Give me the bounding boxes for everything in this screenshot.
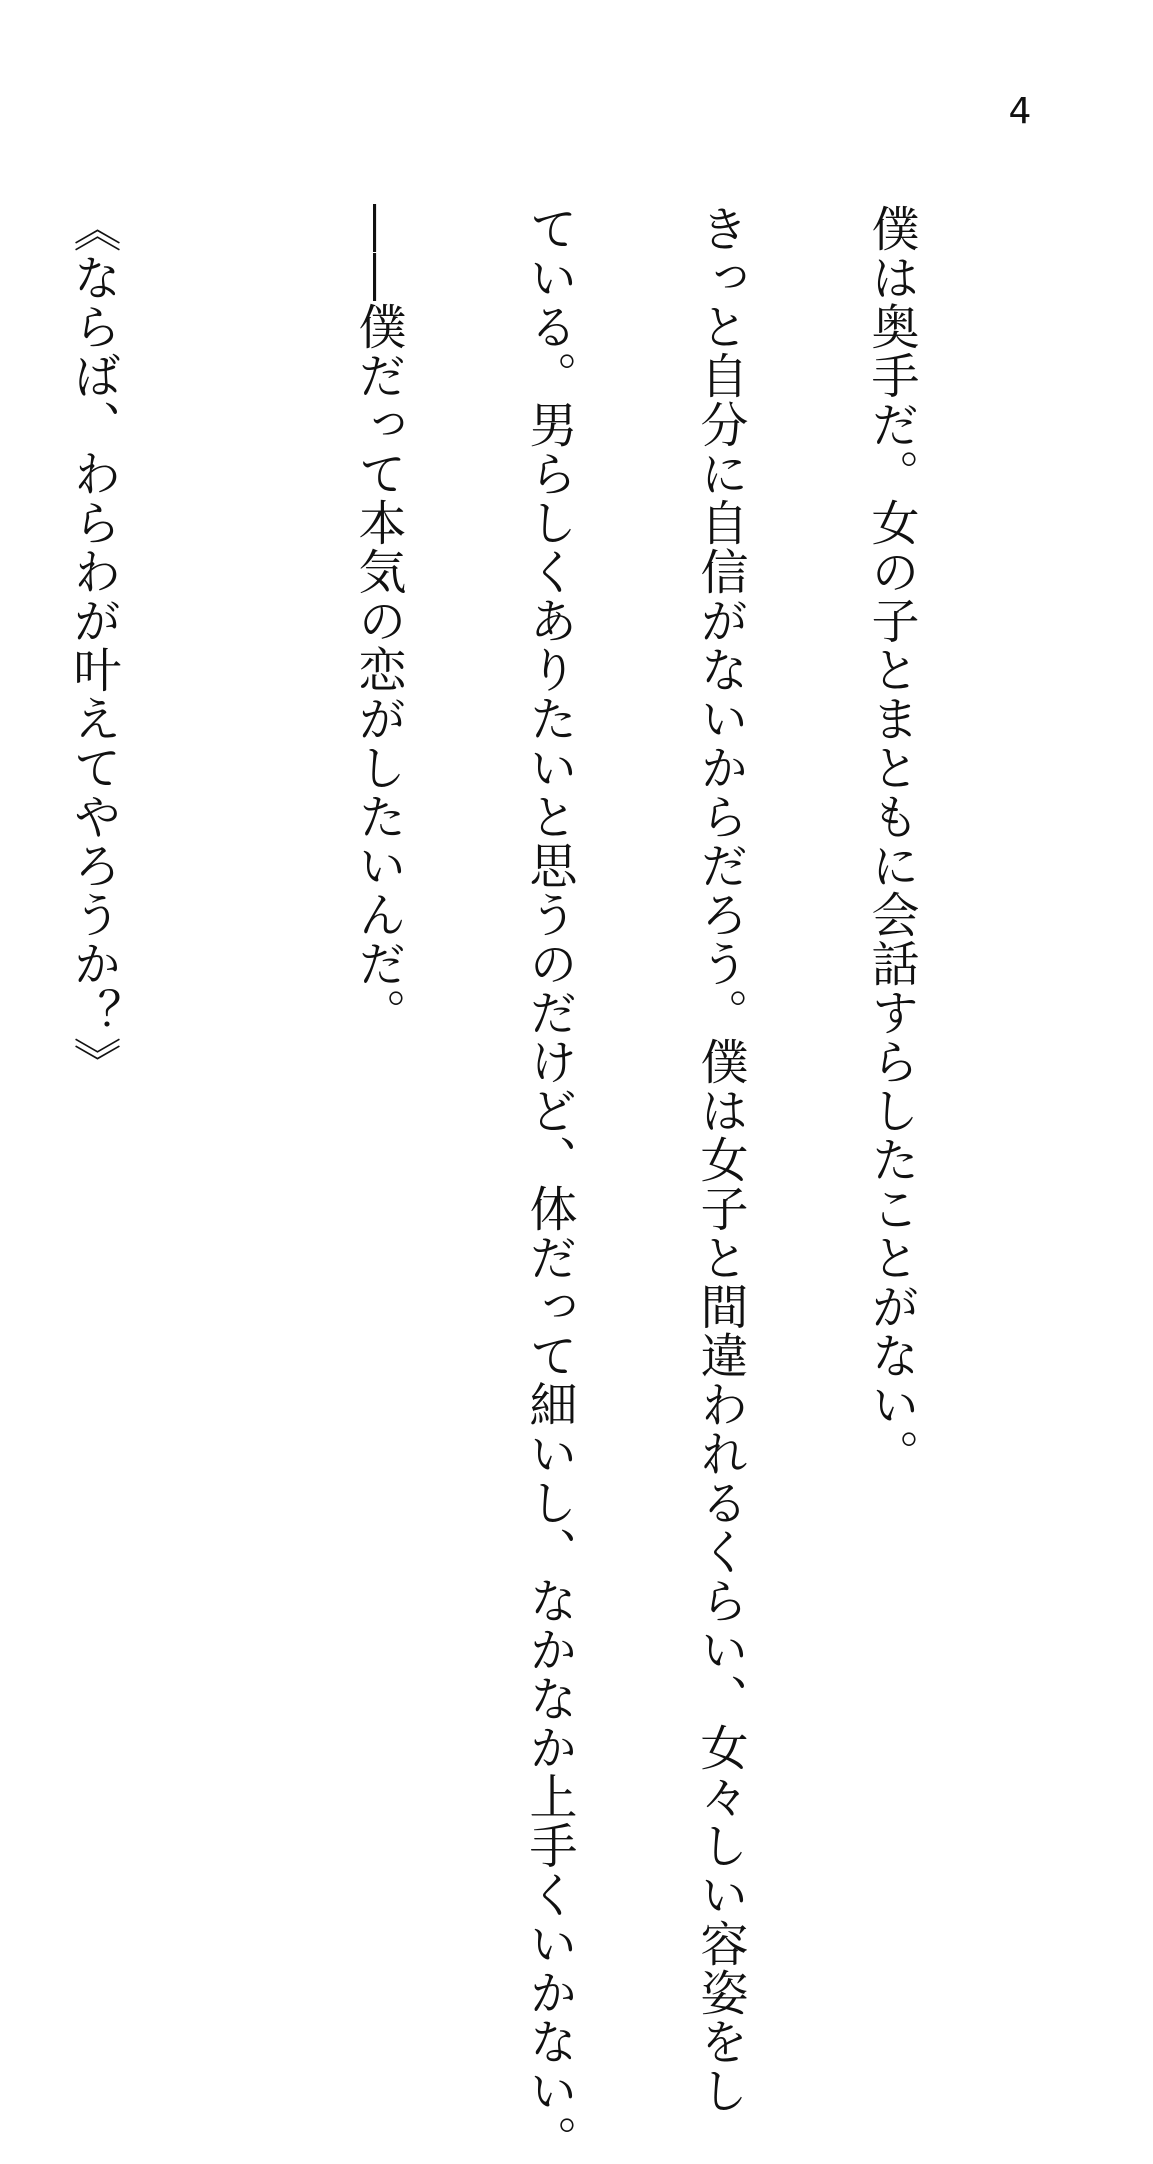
text-line: 《ならば、わらわが叶えてやろうか？》 xyxy=(65,204,121,1086)
page-number: 4 xyxy=(1008,91,1032,132)
text-line: ている。男らしくありたいと思うのだけど、体だって細いし、なかなか上手くいかない。 xyxy=(521,204,577,2164)
text-line: ――僕だって本気の恋がしたいんだ。 xyxy=(350,204,406,1037)
vertical-body-text xyxy=(0,204,1033,2164)
text-line: 僕は奥手だ。女の子とまともに会話すらしたことがない。 xyxy=(863,204,919,1478)
text-line: きっと自分に自信がないからだろう。僕は女子と間違われるくらい、女々しい容姿をし xyxy=(692,204,748,2115)
